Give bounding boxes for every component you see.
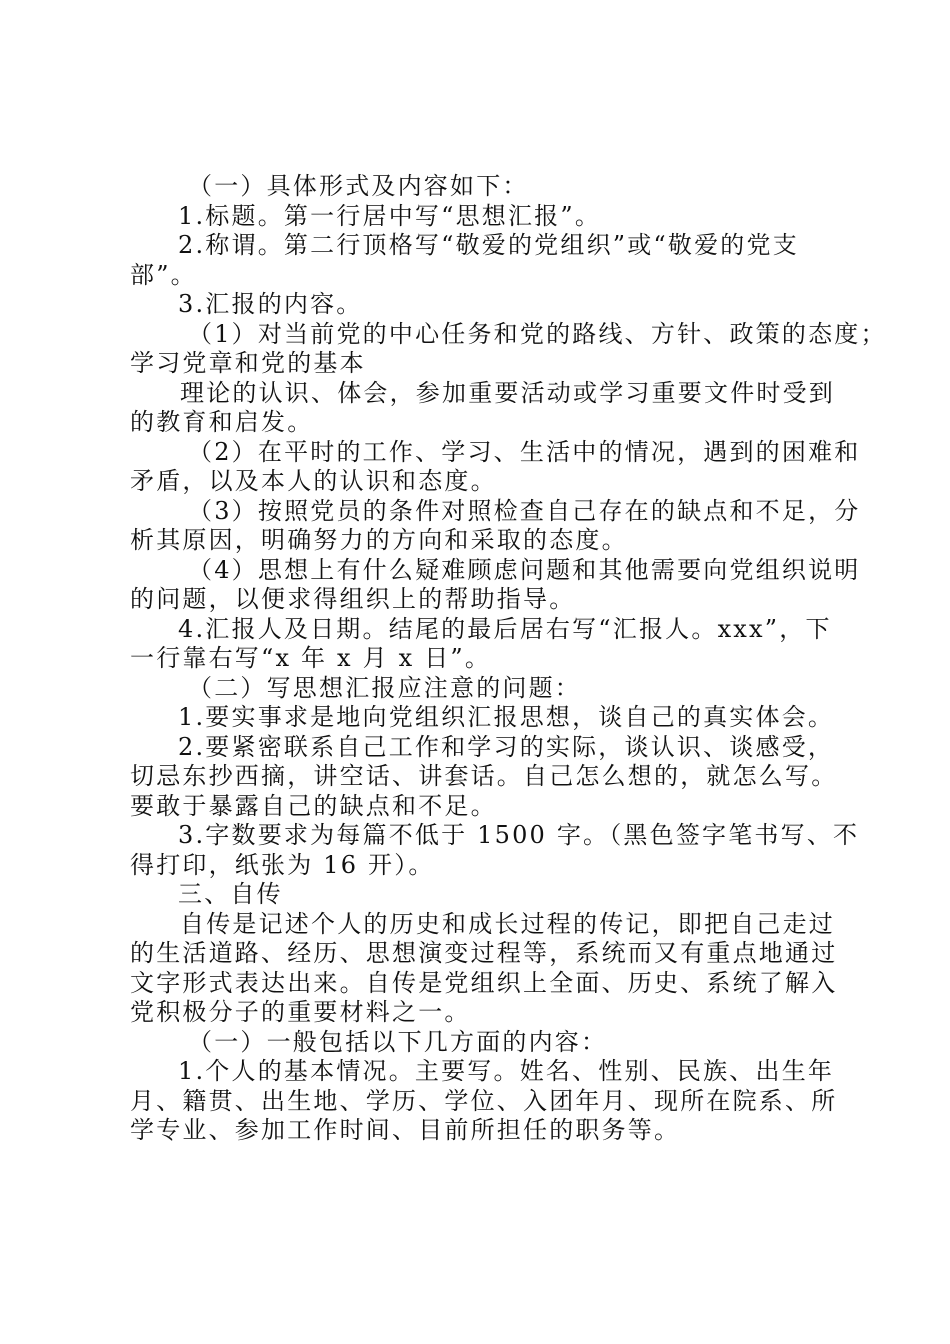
text-line: 文字形式表达出来。自传是党组织上全面、历史、系统了解入 <box>130 968 838 997</box>
text-line: 月、籍贯、出生地、学历、学位、入团年月、现所在院系、所 <box>130 1086 838 1115</box>
text-line: 2.要紧密联系自己工作和学习的实际，谈认识、谈感受， <box>178 732 835 761</box>
text-line: 自传是记述个人的历史和成长过程的传记，即把自己走过 <box>180 909 835 938</box>
text-line: 学习党章和党的基本 <box>130 349 366 377</box>
text-line: 1.标题。第一行居中写“思想汇报”。 <box>178 201 602 230</box>
text-line: 3.字数要求为每篇不低于 1500 字。（黑色签字笔书写、不 <box>178 821 860 849</box>
text-line: 析其原因，明确努力的方向和采取的态度。 <box>130 526 628 554</box>
text-line: 三、自传 <box>178 880 283 908</box>
text-line: （一）一般包括以下几方面的内容： <box>188 1027 608 1056</box>
text-line: （二）写思想汇报应注意的问题： <box>188 673 581 702</box>
text-line: （4）思想上有什么疑难顾虑问题和其他需要向党组织说明 <box>188 555 861 584</box>
text-line: 2.称谓。第二行顶格写“敬爱的党组织”或“敬爱的党支 <box>178 231 799 259</box>
text-line: 3.汇报的内容。 <box>178 290 363 318</box>
text-line: 一行靠右写“x 年 x 月 x 日”。 <box>130 644 492 672</box>
text-line: 学专业、参加工作时间、目前所担任的职务等。 <box>130 1116 681 1144</box>
text-line: 党积极分子的重要材料之一。 <box>130 998 471 1026</box>
text-line: 理论的认识、体会，参加重要活动或学习重要文件时受到 <box>180 378 835 407</box>
text-line: 4.汇报人及日期。结尾的最后居右写“汇报人。xxx”，下 <box>178 614 832 643</box>
text-line: 部”。 <box>130 260 197 289</box>
document-body <box>130 172 887 1146</box>
text-line: 要敢于暴露自己的缺点和不足。 <box>130 791 497 820</box>
text-line: 切忌东抄西摘，讲空话、讲套话。自己怎么想的，就怎么写。 <box>130 762 838 790</box>
text-line: 的教育和启发。 <box>130 408 314 436</box>
text-line: （1）对当前党的中心任务和党的路线、方针、政策的态度； <box>188 319 887 348</box>
text-line: 1.个人的基本情况。主要写。姓名、性别、民族、出生年 <box>178 1057 835 1085</box>
text-line: 1.要实事求是地向党组织汇报思想，谈自己的真实体会。 <box>178 703 835 731</box>
text-line: 矛盾，以及本人的认识和态度。 <box>130 467 497 495</box>
text-line: 得打印，纸张为 16 开）。 <box>130 850 435 879</box>
text-line: 的生活道路、经历、思想演变过程等，系统而又有重点地通过 <box>130 939 838 967</box>
text-line: （2）在平时的工作、学习、生活中的情况，遇到的困难和 <box>188 437 861 466</box>
text-line: 的问题，以便求得组织上的帮助指导。 <box>130 585 576 613</box>
text-line: （一）具体形式及内容如下： <box>188 172 529 200</box>
text-line: （3）按照党员的条件对照检查自己存在的缺点和不足，分 <box>188 496 861 525</box>
